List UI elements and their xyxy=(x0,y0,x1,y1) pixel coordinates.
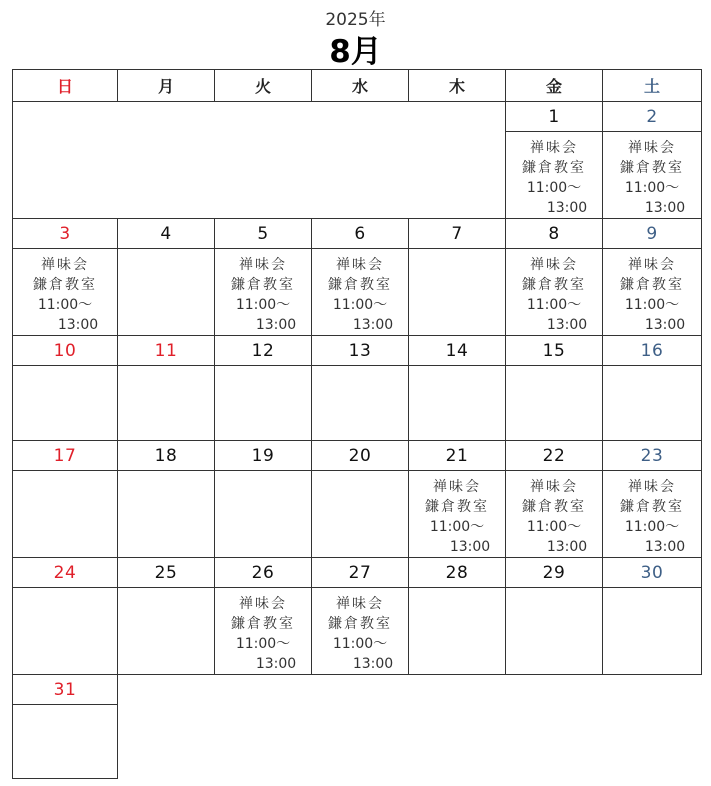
event-time-start: 11:00～ xyxy=(526,180,582,196)
event-name: 禅味会 xyxy=(336,257,384,273)
event-name: 禅味会 xyxy=(41,257,89,273)
day-cell-23[interactable] xyxy=(602,470,702,558)
event-time-end: 13:00 xyxy=(644,200,686,216)
day-cell-26[interactable] xyxy=(214,587,312,675)
event-name: 禅味会 xyxy=(530,479,578,495)
event-time-end: 13:00 xyxy=(352,317,394,333)
event-name: 禅味会 xyxy=(628,257,676,273)
day-cell-25[interactable] xyxy=(117,587,215,675)
month-title: 8月 xyxy=(329,34,382,70)
day-number-3: 3 xyxy=(12,218,118,249)
event-venue: 鎌倉教室 xyxy=(328,277,392,293)
day-number-19: 19 xyxy=(214,440,312,471)
day-number-28: 28 xyxy=(408,557,506,588)
day-cell-10[interactable] xyxy=(12,365,118,441)
day-cell-17[interactable] xyxy=(12,470,118,558)
weekday-header-wed: 水 xyxy=(311,69,409,102)
event-time-end: 13:00 xyxy=(546,200,588,216)
day-number-27: 27 xyxy=(311,557,409,588)
event-venue: 鎌倉教室 xyxy=(522,277,586,293)
event-name: 禅味会 xyxy=(433,479,481,495)
day-number-12: 12 xyxy=(214,335,312,366)
event-name: 禅味会 xyxy=(530,257,578,273)
day-number-15: 15 xyxy=(505,335,603,366)
blank-leading-days xyxy=(12,101,506,219)
weekday-header-sat: 土 xyxy=(602,69,702,102)
event-name: 禅味会 xyxy=(239,596,287,612)
day-cell-19[interactable] xyxy=(214,470,312,558)
event-time-start: 11:00～ xyxy=(332,297,388,313)
day-cell-27[interactable] xyxy=(311,587,409,675)
event-name: 禅味会 xyxy=(530,140,578,156)
event-time-start: 11:00～ xyxy=(526,519,582,535)
day-number-24: 24 xyxy=(12,557,118,588)
event-time-start: 11:00～ xyxy=(624,297,680,313)
event-venue: 鎌倉教室 xyxy=(231,616,295,632)
event-time-end: 13:00 xyxy=(352,656,394,672)
event-venue: 鎌倉教室 xyxy=(33,277,97,293)
day-number-9: 9 xyxy=(602,218,702,249)
day-cell-21[interactable] xyxy=(408,470,506,558)
event-name: 禅味会 xyxy=(336,596,384,612)
event-time-end: 13:00 xyxy=(255,656,297,672)
day-number-29: 29 xyxy=(505,557,603,588)
day-number-25: 25 xyxy=(117,557,215,588)
day-cell-18[interactable] xyxy=(117,470,215,558)
day-number-23: 23 xyxy=(602,440,702,471)
event-time-end: 13:00 xyxy=(255,317,297,333)
day-number-14: 14 xyxy=(408,335,506,366)
day-number-16: 16 xyxy=(602,335,702,366)
day-cell-9[interactable] xyxy=(602,248,702,336)
day-cell-1[interactable] xyxy=(505,131,603,219)
day-cell-22[interactable] xyxy=(505,470,603,558)
day-number-20: 20 xyxy=(311,440,409,471)
weekday-header-sun: 日 xyxy=(12,69,118,102)
day-number-4: 4 xyxy=(117,218,215,249)
day-number-21: 21 xyxy=(408,440,506,471)
day-number-17: 17 xyxy=(12,440,118,471)
event-name: 禅味会 xyxy=(628,140,676,156)
event-time-end: 13:00 xyxy=(546,317,588,333)
event-venue: 鎌倉教室 xyxy=(328,616,392,632)
weekday-header-thu: 木 xyxy=(408,69,506,102)
day-cell-20[interactable] xyxy=(311,470,409,558)
day-number-30: 30 xyxy=(602,557,702,588)
day-cell-16[interactable] xyxy=(602,365,702,441)
day-number-5: 5 xyxy=(214,218,312,249)
event-time-start: 11:00～ xyxy=(37,297,93,313)
weekday-header-tue: 火 xyxy=(214,69,312,102)
day-cell-28[interactable] xyxy=(408,587,506,675)
day-number-1: 1 xyxy=(505,101,603,132)
day-cell-8[interactable] xyxy=(505,248,603,336)
event-venue: 鎌倉教室 xyxy=(620,160,684,176)
day-cell-29[interactable] xyxy=(505,587,603,675)
day-number-11: 11 xyxy=(117,335,215,366)
day-cell-14[interactable] xyxy=(408,365,506,441)
day-cell-11[interactable] xyxy=(117,365,215,441)
day-number-22: 22 xyxy=(505,440,603,471)
event-venue: 鎌倉教室 xyxy=(231,277,295,293)
day-number-2: 2 xyxy=(602,101,702,132)
event-venue: 鎌倉教室 xyxy=(522,499,586,515)
weekday-header-mon: 月 xyxy=(117,69,215,102)
day-number-7: 7 xyxy=(408,218,506,249)
event-venue: 鎌倉教室 xyxy=(620,499,684,515)
day-number-13: 13 xyxy=(311,335,409,366)
day-cell-24[interactable] xyxy=(12,587,118,675)
event-time-end: 13:00 xyxy=(449,539,491,555)
day-number-31: 31 xyxy=(12,674,118,705)
day-number-10: 10 xyxy=(12,335,118,366)
day-number-6: 6 xyxy=(311,218,409,249)
event-time-start: 11:00～ xyxy=(526,297,582,313)
day-cell-15[interactable] xyxy=(505,365,603,441)
day-cell-3[interactable] xyxy=(12,248,118,336)
day-number-18: 18 xyxy=(117,440,215,471)
day-cell-4[interactable] xyxy=(117,248,215,336)
event-name: 禅味会 xyxy=(628,479,676,495)
year-label: 2025年 xyxy=(325,10,386,30)
event-time-start: 11:00～ xyxy=(624,180,680,196)
day-number-8: 8 xyxy=(505,218,603,249)
event-venue: 鎌倉教室 xyxy=(522,160,586,176)
weekday-header-fri: 金 xyxy=(505,69,603,102)
day-cell-5[interactable] xyxy=(214,248,312,336)
event-time-end: 13:00 xyxy=(644,317,686,333)
day-cell-30[interactable] xyxy=(602,587,702,675)
day-number-26: 26 xyxy=(214,557,312,588)
event-time-end: 13:00 xyxy=(546,539,588,555)
day-cell-31[interactable] xyxy=(12,704,118,779)
calendar-grid xyxy=(12,69,701,778)
event-time-start: 11:00～ xyxy=(624,519,680,535)
day-cell-6[interactable] xyxy=(311,248,409,336)
event-time-end: 13:00 xyxy=(644,539,686,555)
day-cell-12[interactable] xyxy=(214,365,312,441)
event-time-start: 11:00～ xyxy=(235,636,291,652)
event-time-end: 13:00 xyxy=(57,317,99,333)
event-time-start: 11:00～ xyxy=(332,636,388,652)
day-cell-7[interactable] xyxy=(408,248,506,336)
day-cell-2[interactable] xyxy=(602,131,702,219)
event-time-start: 11:00～ xyxy=(235,297,291,313)
event-venue: 鎌倉教室 xyxy=(620,277,684,293)
event-venue: 鎌倉教室 xyxy=(425,499,489,515)
day-cell-13[interactable] xyxy=(311,365,409,441)
event-name: 禅味会 xyxy=(239,257,287,273)
event-time-start: 11:00～ xyxy=(429,519,485,535)
